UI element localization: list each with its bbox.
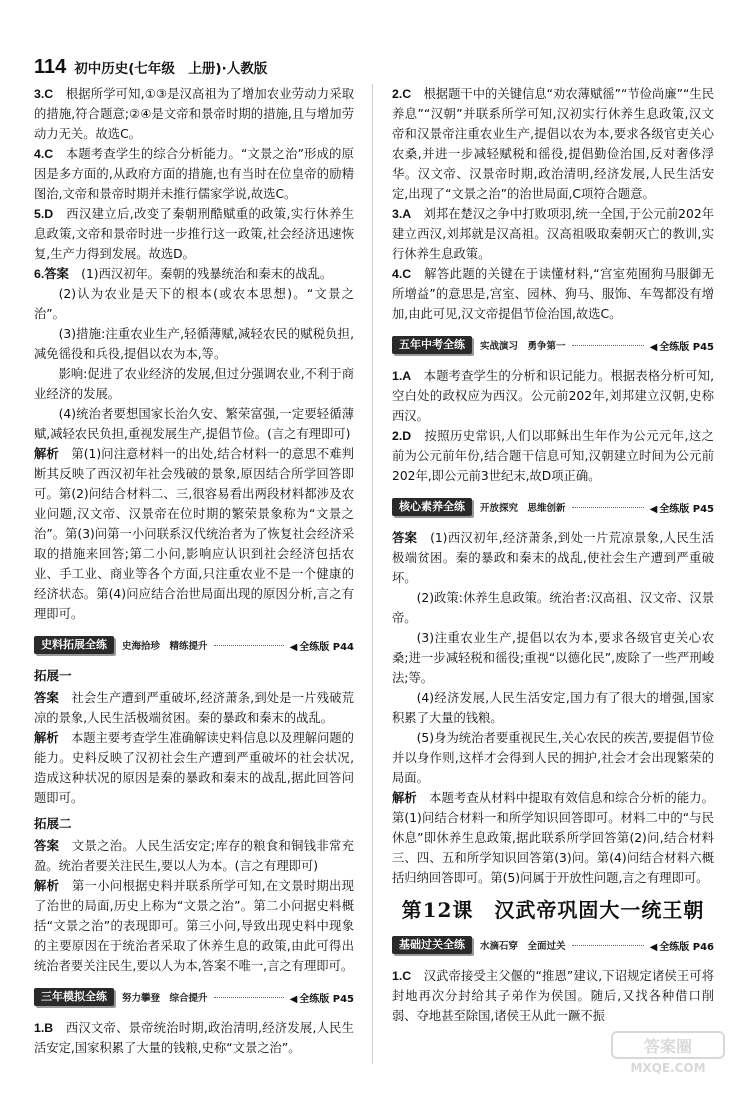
watermark-icon — [608, 1028, 728, 1076]
answer-item: 1.B 西汉文帝、景帝统治时期,政治清明,经济发展,人民生活安定,国家积累了大量的钱粮,史称“文景之治”。 — [34, 1021, 354, 1055]
analysis: 解析 第一小问根据史料并联系所学可知,在文景时期出现了治世的局面,历史上称为“文景之治”。第二小问据史料概括“文景之治”的表现即可。第三小问,导致出现史料中现象的主要原因在于统治者采取了休养生息的政策,由此可得出统治者要关注民生,要以人为本,答案不唯一,言之有理即可。 — [34, 879, 354, 973]
analysis: 解析 第(1)问注意材料一的出处,结合材料一的意思不难判断其反映了西汉初年社会残破的景象,原因结合所学回答即可。第(2)问结合材料二、三,很容易看出两段材料都涉及农业问题,汉文帝、汉景帝在位时期的繁荣景象称为“文景之治”。第(3)问第一小问联系汉代统治者为了恢复社会经济采取的措施来回答;第二小问,影响应认识到社会经济包括农业、手工业、商业等各个方面,只注重农业不是一个健康的经济状态。第(4)问应结合治世局面出现的原因分析,言之有理即可。 — [34, 447, 354, 621]
section-banner — [392, 934, 714, 956]
watermark-text: 答案圈 — [643, 1037, 693, 1056]
banner-label: 史料拓展全练 — [34, 636, 114, 654]
arrow-icon: ◀ — [649, 341, 658, 353]
arrow-icon: ◀ — [649, 503, 658, 515]
extension-title: 拓展一 — [34, 668, 72, 683]
page-number: 114 — [34, 56, 67, 78]
section-banner — [392, 334, 714, 356]
page-reference: ◀ 全练版 P44 — [289, 641, 354, 653]
section-banner — [34, 634, 354, 656]
analysis: 解析 本题考查从材料中提取有效信息和综合分析的能力。第(1)问结合材料一和所学知识回答即可。材料二中的“与民休息”即休养生息政策,据此联系所学回答第(2)问,结合材料三、四、五和所学知识回答第(3)问。第(4)问结合材料六概括归纳回答即可。第(5)问属于开放性问题,言之有理即可。 — [392, 791, 714, 885]
column-divider — [372, 84, 373, 1064]
page-reference: ◀ 全练版 P46 — [649, 941, 714, 953]
answer-part: (2)政策:休养生息政策。统治者:汉高祖、汉文帝、汉景帝。 — [392, 591, 714, 625]
banner-label: 核心素养全练 — [392, 498, 472, 516]
answer-item: 2.D 按照历史常识,人们以耶稣出生年作为公元元年,这之前为公元前年份,结合题干信息可知,汉朝建立时间为公元前202年,即公元前3世纪末,故D项正确。 — [392, 429, 714, 483]
arrow-icon: ◀ — [649, 941, 658, 953]
answer: 答案 文景之治。人民生活安定;库存的粮食和铜钱非常充盈。统治者要关注民生,要以人为本。(言之有理即可) — [34, 839, 354, 873]
banner-rule — [214, 997, 284, 998]
answer-part: (4)经济发展,人民生活安定,国力有了很大的增强,国家积累了大量的钱粮。 — [392, 691, 714, 725]
answer-item: 2.C 根据题干中的关键信息“劝农薄赋徭”“节俭尚廉”“生民养息”“汉朝”并联系所学可知,汉初实行休养生息政策,汉文帝和汉景帝注重农业生产,提倡以农为本,要求各级官吏关心农桑,并进一步减轻赋税和徭役,提倡勤俭治国,反对奢侈浮华。汉文帝、汉景帝时期,政治清明,经济发展,人民生活安定,出现了“文景之治”的治世局面,C项符合题意。 — [392, 87, 714, 201]
banner-subtitle: 实战演习 勇争第一 — [480, 341, 566, 352]
answer-part: (2)认为农业是天下的根本(或农本思想)。“文景之治”。 — [34, 287, 354, 321]
answer-part: (5)身为统治者要重视民生,关心农民的疾苦,要提倡节俭并以身作则,这样才会得到人民的拥护,社会才会出现繁荣的局面。 — [392, 731, 714, 785]
answer-item: 4.C 本题考查学生的综合分析能力。“文景之治”形成的原因是多方面的,从政府方面的措施,也有当时在位皇帝的励精图治,文帝和景帝时期并未推行儒家学说,故选C。 — [34, 147, 354, 201]
banner-label: 三年模拟全练 — [34, 988, 114, 1006]
section-banner — [392, 496, 714, 518]
banner-subtitle: 开放探究 思维创新 — [480, 503, 566, 514]
section-banner — [34, 986, 354, 1008]
banner-rule — [572, 507, 644, 508]
answer-item: 1.A 本题考查学生的分析和识记能力。根据表格分析可知,空白处的政权应为西汉。公元前202年,刘邦建立汉朝,史称西汉。 — [392, 369, 714, 423]
lesson-title: 第12课 汉武帝巩固大一统王朝 — [401, 898, 705, 922]
answer-part: (3)措施:注重农业生产,轻循薄赋,减轻农民的赋税负担,减免徭役和兵役,提倡以农为本,等。 — [34, 327, 354, 361]
answer-item: 3.A 刘邦在楚汉之争中打败项羽,统一全国,于公元前202年建立西汉,刘邦就是汉高祖。汉高祖吸取秦朝灭亡的教训,实行休养生息政策。 — [392, 207, 714, 261]
banner-subtitle: 史海拾珍 精练提升 — [122, 641, 208, 652]
arrow-icon: ◀ — [289, 993, 298, 1005]
answer: 答案 社会生产遭到严重破坏,经济萧条,到处是一片残破荒凉的景象,人民生活极端贫困。秦的暴政和秦末的战乱。 — [34, 691, 354, 725]
answer-item: 5.D 西汉建立后,改变了秦朝刑酷赋重的政策,实行休养生息政策,文帝和景帝时进一步推行这一政策,社会经济迅速恢复,生产力得到发展。故选D。 — [34, 207, 354, 261]
answer-item: 1.C 汉武帝接受主父偃的“推恩”建议,下诏规定诸侯王可将封地再次分封给其子弟作为侯国。随后,又找各种借口削弱、夺地甚至除国,诸侯王从此一蹶不振 — [392, 969, 714, 1023]
arrow-icon: ◀ — [289, 641, 298, 653]
analysis: 解析 本题主要考查学生准确解读史料信息以及理解问题的能力。史料反映了汉初社会生产遭到严重破坏的社会状况,造成这种状况的原因是秦的暴政和秦末的战乱,据此回答问题即可。 — [34, 731, 354, 805]
book-title: 初中历史(七年级 上册)·人教版 — [74, 61, 268, 77]
right-column — [392, 84, 714, 1026]
page-reference: ◀ 全练版 P45 — [649, 341, 714, 353]
answer: 答案 (1)西汉初年,经济萧条,到处一片荒凉景象,人民生活极端贫困。秦的暴政和秦末的战乱,使社会生产遭到严重破坏。 — [392, 531, 714, 585]
answer-part: (4)统治者要想国家长治久安、繁荣富强,一定要轻循薄赋,减轻农民负担,重视发展生产,提倡节俭。(言之有理即可) — [34, 407, 354, 441]
page-reference: ◀ 全练版 P45 — [649, 503, 714, 515]
page-header — [34, 56, 267, 80]
banner-rule — [572, 945, 644, 946]
page-reference: ◀ 全练版 P45 — [289, 993, 354, 1005]
banner-label: 基础过关全练 — [392, 936, 472, 954]
banner-rule — [214, 645, 284, 646]
watermark-url: MXQE.COM — [630, 1061, 706, 1075]
answer-part: (3)注重农业生产,提倡以农为本,要求各级官吏关心农桑;进一步减轻税和徭役;重视“以德化民”,废除了一些严刑峻法;等。 — [392, 631, 714, 685]
extension-title: 拓展二 — [34, 816, 72, 831]
banner-rule — [572, 345, 644, 346]
watermark-logo — [608, 1028, 728, 1076]
banner-subtitle: 努力攀登 综合提升 — [122, 993, 208, 1004]
banner-label: 五年中考全练 — [392, 336, 472, 354]
answer-item: 6.答案 (1)西汉初年。秦朝的残暴统治和秦末的战乱。 — [34, 267, 333, 281]
answer-item: 3.C 根据所学可知,①③是汉高祖为了增加农业劳动力采取的措施,符合题意;②④是文帝和景帝时期的措施,且与增加劳动力无关。故选C。 — [34, 87, 354, 141]
answer-item: 4.C 解答此题的关键在于读懂材料,“宫室苑囿狗马服御无所增益”的意思是,宫室、园林、狗马、服饰、车驾都没有增加,由此可见,汉文帝提倡节俭治国,故选C。 — [392, 267, 714, 321]
answer-part: 影响:促进了农业经济的发展,但过分强调农业,不利于商业经济的发展。 — [34, 367, 354, 401]
left-column — [34, 84, 354, 1058]
banner-subtitle: 水滴石穿 全面过关 — [480, 941, 566, 952]
